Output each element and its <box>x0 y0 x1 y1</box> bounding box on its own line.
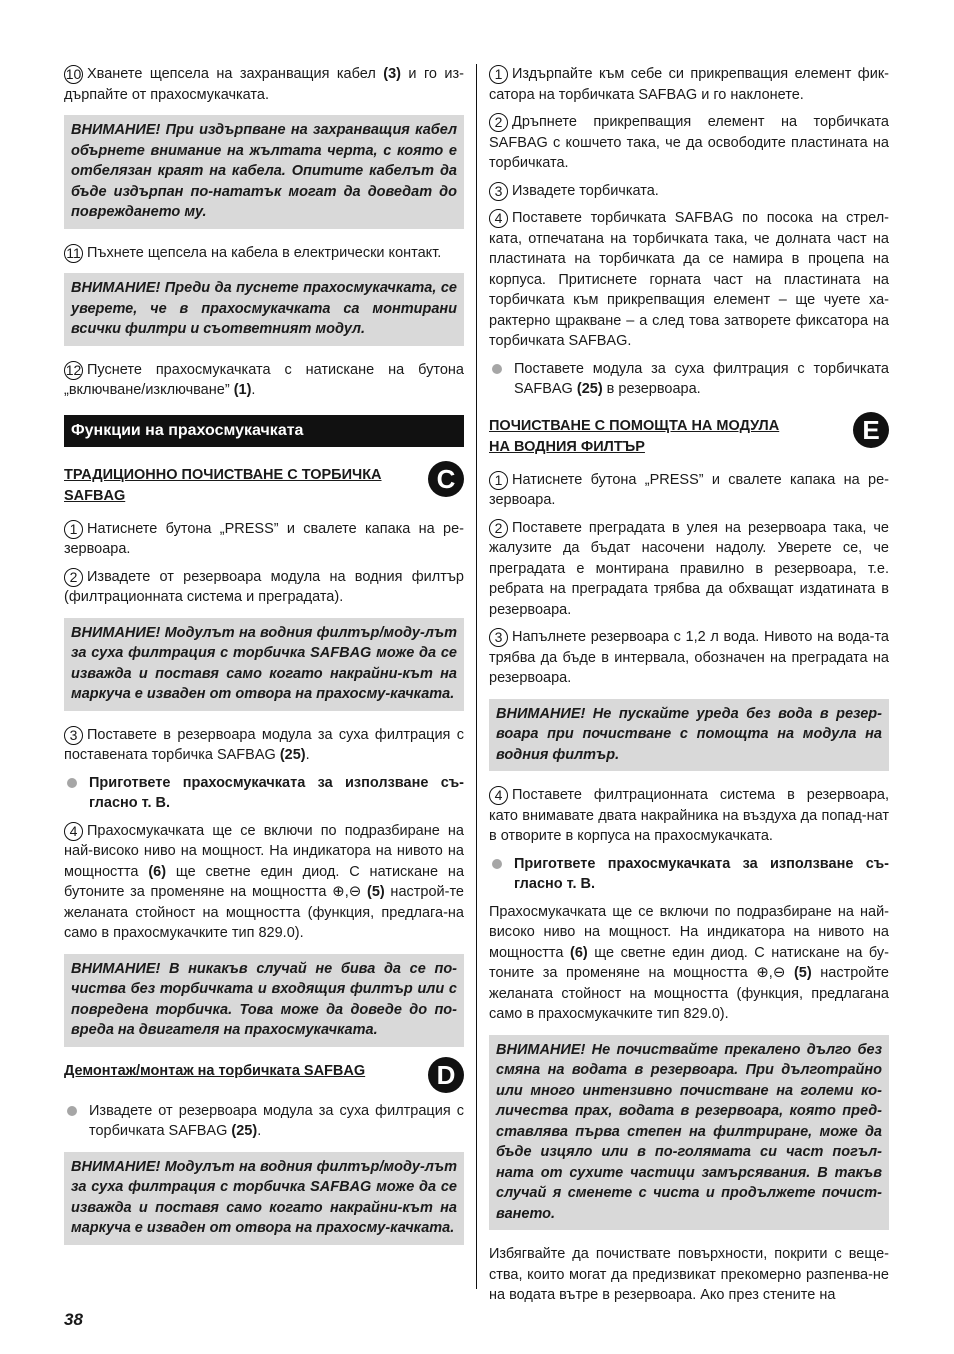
subheading-e <box>489 416 889 460</box>
step-d4: 4 Поставете торбичката SAFBAG по посока на стрел-ката, отпечатана на торбичката така, че долната част на пластината на торбичката да се намира в процепа на корпуса. Притиснете горната част на пластината на торбичката към прикрепващия елемент – ще чуете ха-рактерно щракване – а след това затворете фиксатора на торбичката SAFBAG. <box>489 210 889 349</box>
warning-box: ВНИМАНИЕ! Не пускайте уреда без вода в резер-воара при почистване с помощта на модула на водния филтър. <box>489 699 889 772</box>
subheading-title: Демонтаж/монтаж на торбичката SAFBAG <box>64 1062 366 1079</box>
step-number: 4 <box>489 209 508 228</box>
warning-box: ВНИМАНИЕ! Не почиствайте прекалено дълго без смяна на водата в резервоара. При дълготрайно или много интензивно почистване на големи ко-личества прах, водата в резервоара, която пред-ставлява първа степен на филтриране, може да бъде изцяло или в по-голямата си част погъл-ната от сухите частици замърсявания. В такъв случай я сменете с чиста и продължете почист-ването. <box>489 1035 889 1231</box>
paragraph-power-level: Прахосмукачката ще се включи по подразбиране на най-високо ниво на мощност. На индикатора на нивото на мощността (6) ще светне един диод. С натискане на бу-тоните за променяне на мощността ⊕,⊖ (5) настройте желаната стойност на мощността (функция, предлагана само в прахосмукачките тип 829.0). <box>489 903 890 1022</box>
step-number: 3 <box>64 726 83 745</box>
step-e2: 2 Поставете преградата в улея на резервоара така, че жалузите да бъдат насочени надолу. Уверете се, че преградата е монтирана правилно в резервоара, т.е. ребрата на преградата трябва да обхващат издатината в резервоара. <box>489 519 889 618</box>
bullet-item: Извадете от резервоара модула за суха филтрация с торбичката SAFBAG (25). <box>64 1101 464 1142</box>
bullet-item: Пригответе прахосмукачката за използване съ-гласно т. B. <box>64 773 464 814</box>
step-number: 2 <box>489 519 508 538</box>
step-c1: 1 Натиснете бутона „PRESS” и свалете капака на ре-зервоара. <box>64 520 464 557</box>
subheading-d <box>64 1061 464 1091</box>
step-c4: 4 Прахосмукачката ще се включи по подразбиране на най-високо ниво на мощност. На индикатора на нивото на мощността (6) ще светне един диод. С натискане на бутоните за променяне на мощността ⊕,⊖ (5) настрой-те желаната стойност на мощността (функция, предлага-на само в прахосмукачките тип 829.0). <box>64 822 465 941</box>
step-11: 11 Пъхнете щепсела на кабела в електрически контакт. <box>64 243 464 264</box>
section-badge-e: E <box>853 412 889 448</box>
subheading-title: ТРАДИЦИОННО ПОЧИСТВАНЕ С ТОРБИЧКА SAFBAG <box>64 466 382 504</box>
warning-box: ВНИМАНИЕ! Преди да пуснете прахосмукачката, се уверете, че в прахосмукачката са монтирани всички филтри и съответният модул. <box>64 273 464 346</box>
plus-icon: ⊕ <box>756 964 769 981</box>
bullet-item: Пригответе прахосмукачката за използване съ-гласно т. B. <box>489 854 889 895</box>
step-number: 2 <box>489 113 508 132</box>
step-number: 1 <box>489 471 508 490</box>
warning-box: ВНИМАНИЕ! При издърпване на захранващия кабел обърнете внимание на жълтата черта, с която е отбелязан краят на кабела. Опитите кабелът да бъде издърпан по-нататък могат да доведат до повреждането му. <box>64 115 464 229</box>
step-number: 12 <box>65 361 82 378</box>
step-number: 4 <box>64 822 83 841</box>
step-number: 10 <box>65 66 82 82</box>
plus-icon: ⊕ <box>332 883 345 900</box>
right-column <box>489 64 889 1313</box>
step-d1: 1 Издърпайте към себе си прикрепващия елемент фик-сатора на торбичката SAFBAG и го наклонете. <box>489 66 889 103</box>
page-number: 38 <box>64 1310 83 1329</box>
step-e3: 3 Напълнете резервоара с 1,2 л вода. Нивото на вода-та трябва да бъде в интервала, обозначен на преградата на резервоара. <box>489 629 889 686</box>
step-10: 10 Хванете щепсела на захранващия кабел (3) и го из-дърпайте от прахосмукачката. <box>64 66 465 103</box>
step-number: 1 <box>489 65 508 84</box>
left-column <box>64 64 464 1259</box>
section-title-bar: Функции на прахосмукачката <box>64 415 464 447</box>
step-number: 1 <box>64 520 83 539</box>
warning-box: ВНИМАНИЕ! Модулът на водния филтър/моду-лът за суха филтрация с торбичка SAFBAG може да се изважда и поставя само когато накрайни-кът на маркуча е изваден от отвора на прахосму-качката. <box>64 1152 464 1245</box>
section-badge-d: D <box>428 1057 464 1093</box>
step-number: 3 <box>489 182 508 201</box>
step-e4: 4 Поставете филтрационната система в резервоара, като внимавате двата накрайника на въздуха да попад-нат в отворите в корпуса на прахосмукачката. <box>489 787 889 844</box>
step-number: 11 <box>64 244 83 263</box>
step-d2: 2 Дръпнете прикрепващия елемент на торбичката SAFBAG с кошчето така, че да освободите пластината на торбичката. <box>489 114 889 171</box>
minus-icon: ⊖ <box>348 883 362 900</box>
step-c2: 2 Извадете от резервоара модула на водния филтър (филтрационната система и преградата). <box>64 568 464 605</box>
subheading-title: ПОЧИСТВАНЕ С ПОМОЩТА НА МОДУЛА НА ВОДНИЯ ФИЛТЪР <box>489 417 780 455</box>
step-12: 12 Пуснете прахосмукачката с натискане на бутона „включване/изключване” (1). <box>64 361 464 398</box>
step-d3: 3 Извадете торбичката. <box>489 181 889 202</box>
step-number: 4 <box>489 786 508 805</box>
bullet-item: Поставете модула за суха филтрация с торбичката SAFBAG (25) в резервоара. <box>489 359 889 400</box>
section-badge-c: C <box>428 461 464 497</box>
column-divider <box>476 64 477 1289</box>
step-number: 3 <box>489 628 508 647</box>
step-e1: 1 Натиснете бутона „PRESS” и свалете капака на ре-зервоара. <box>489 471 889 508</box>
step-c3: 3 Поставете в резервоара модула за суха филтрация с поставената торбичка SAFBAG (25). <box>64 726 464 763</box>
warning-box: ВНИМАНИЕ! В никакъв случай не бива да се по-чиства без торбичката и входящия филтър или с повредена торбичка. Това може да доведе до по-вреда на двигателя на прахосмукачката. <box>64 954 464 1047</box>
subheading-c <box>64 465 464 509</box>
paragraph-foam: Избягвайте да почиствате повърхности, покрити с веще-ства, които могат да предизвикат прекомерно разпенва-не на водата вътре в резервоара. Ако през стените на <box>489 1246 889 1303</box>
step-number: 2 <box>64 568 83 587</box>
minus-icon: ⊖ <box>772 964 786 981</box>
warning-box: ВНИМАНИЕ! Модулът на водния филтър/моду-лът за суха филтрация с торбичка SAFBAG може да се изважда и поставя само когато накрайни-кът на маркуча е изваден от отвора на прахосму-качката. <box>64 618 464 711</box>
